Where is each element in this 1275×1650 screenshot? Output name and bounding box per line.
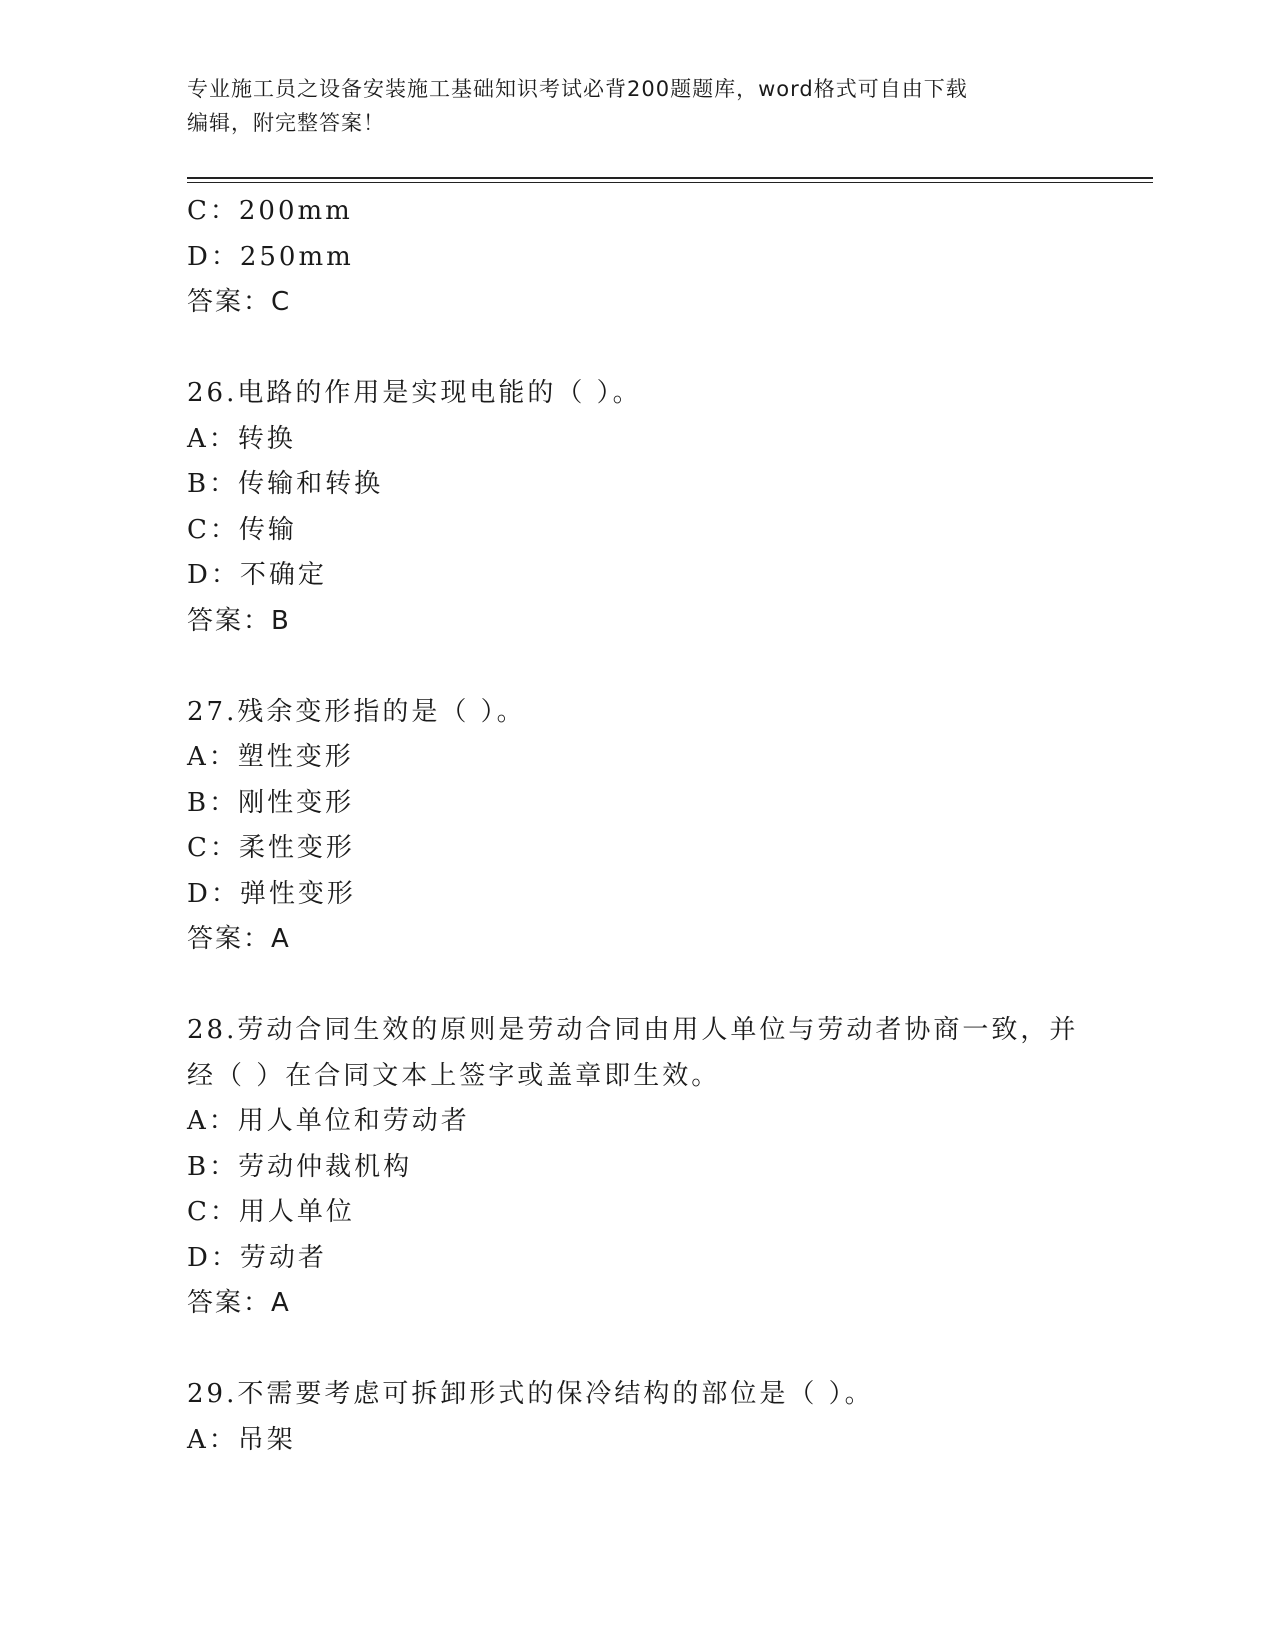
question-28 — [187, 1008, 1087, 1327]
option-a: A：转换 — [187, 423, 296, 454]
option-d: D：劳动者 — [187, 1242, 327, 1273]
option-d: D：250mm — [187, 241, 354, 272]
header-line-1: 专业施工员之设备安装施工基础知识考试必背200题题库，word格式可自由下载 — [187, 77, 968, 101]
question-stem-line-2: 经（ ）在合同文本上签字或盖章即生效。 — [187, 1060, 721, 1091]
question-stem: 29.不需要考虑可拆卸形式的保冷结构的部位是（ ）。 — [187, 1379, 874, 1409]
option-a: A：塑性变形 — [187, 742, 354, 772]
spacer — [187, 963, 1087, 1009]
option-b: B：劳动仲裁机构 — [187, 1151, 413, 1182]
option-d: D：不确定 — [187, 560, 327, 590]
header-line-2: 编辑，附完整答案！ — [187, 111, 385, 135]
header-divider-thin — [187, 182, 1153, 183]
question-stem-line-1: 28.劳动合同生效的原则是劳动合同由用人单位与劳动者协商一致，并 — [187, 1015, 1079, 1045]
option-c: C：200mm — [187, 196, 353, 226]
question-stem: 26.电路的作用是实现电能的（ ）。 — [187, 378, 642, 408]
page-header — [187, 72, 1087, 140]
spacer — [187, 326, 1087, 372]
option-d: D：弹性变形 — [187, 878, 356, 909]
option-c: C：传输 — [187, 514, 297, 545]
question-26 — [187, 371, 1087, 644]
question-list — [187, 189, 1087, 1463]
option-a: A：用人单位和劳动者 — [187, 1106, 470, 1136]
question-27 — [187, 690, 1087, 963]
option-c: C：用人单位 — [187, 1197, 355, 1227]
option-c: C：柔性变形 — [187, 833, 355, 863]
spacer — [187, 1327, 1087, 1373]
option-a: A：吊架 — [187, 1424, 296, 1455]
answer: 答案：A — [187, 924, 291, 954]
header-divider-thick — [187, 177, 1153, 179]
question-stem: 27.残余变形指的是（ ）。 — [187, 696, 526, 727]
option-b: B：刚性变形 — [187, 787, 355, 818]
spacer — [187, 644, 1087, 690]
question-29 — [187, 1372, 1087, 1463]
answer: 答案：A — [187, 1288, 291, 1318]
answer: 答案：B — [187, 605, 291, 636]
option-b: B：传输和转换 — [187, 469, 384, 499]
question-25 — [187, 189, 1087, 326]
answer: 答案：C — [187, 287, 292, 317]
